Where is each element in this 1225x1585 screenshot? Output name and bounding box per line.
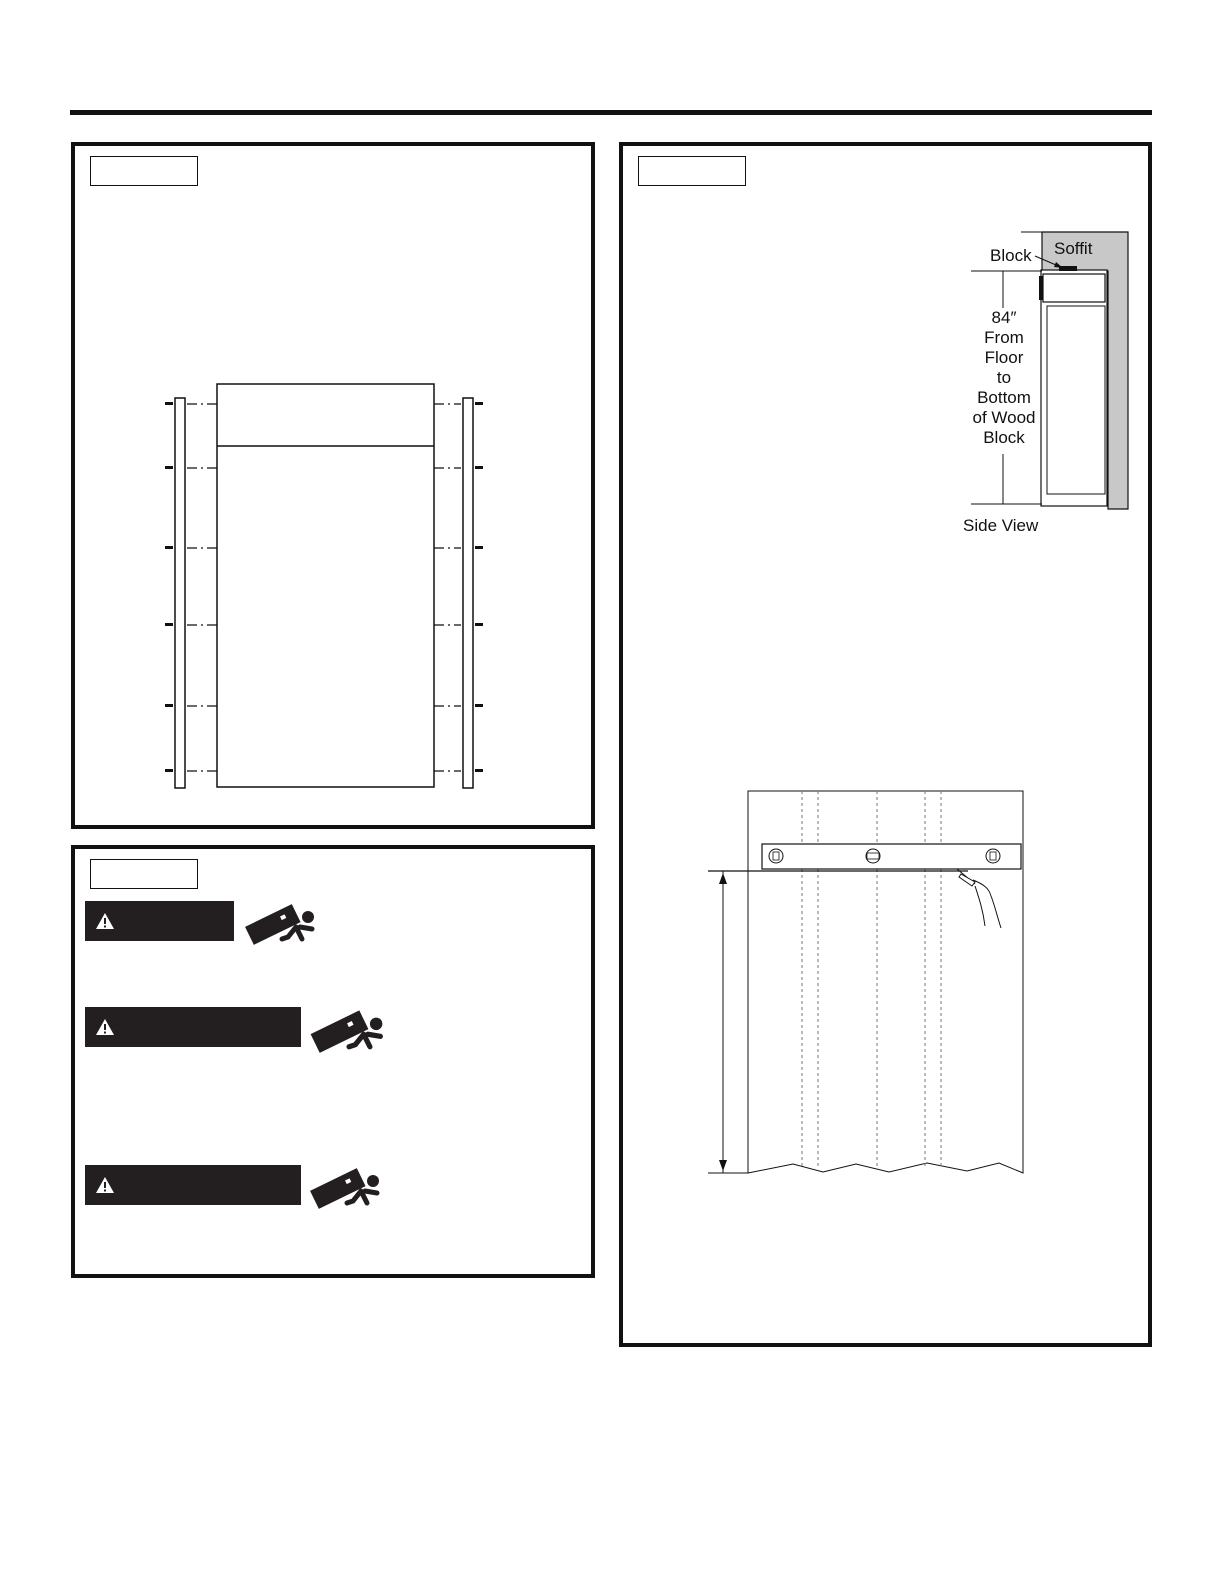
tip-over-hazard-icon xyxy=(240,897,320,945)
block-label: Block xyxy=(990,246,1032,265)
dimension-text-line: Floor xyxy=(984,348,1024,367)
step-panel-wood-block xyxy=(619,142,1152,1347)
dimension-text-line: of Wood xyxy=(972,408,1036,427)
trim-assembly-diagram xyxy=(75,146,591,825)
dimension-text-line: to xyxy=(996,368,1012,387)
dimension-text-line: From xyxy=(984,328,1024,347)
warning-triangle-icon xyxy=(95,1018,115,1036)
dimension-text-line: Block xyxy=(983,428,1025,447)
dimension-text-line: Bottom xyxy=(977,388,1031,407)
tip-over-hazard-icon xyxy=(305,1003,389,1053)
step-panel-trim-assembly xyxy=(71,142,595,829)
warning-label-bar xyxy=(85,1007,301,1047)
tip-over-hazard-icon xyxy=(305,1161,385,1209)
level-tool-icon xyxy=(762,844,1021,869)
warning-triangle-icon xyxy=(95,1176,115,1194)
side-view-caption: Side View xyxy=(963,516,1039,535)
step-panel-warnings xyxy=(71,845,595,1278)
soffit-label: Soffit xyxy=(1054,239,1093,258)
warning-label-bar xyxy=(85,901,234,941)
step-label-box xyxy=(90,859,198,889)
level-marking-diagram xyxy=(623,146,1148,1343)
dimension-text-line: 84″ xyxy=(991,308,1017,327)
warning-label-bar xyxy=(85,1165,301,1205)
header-rule xyxy=(70,110,1152,115)
warning-triangle-icon xyxy=(95,912,115,930)
